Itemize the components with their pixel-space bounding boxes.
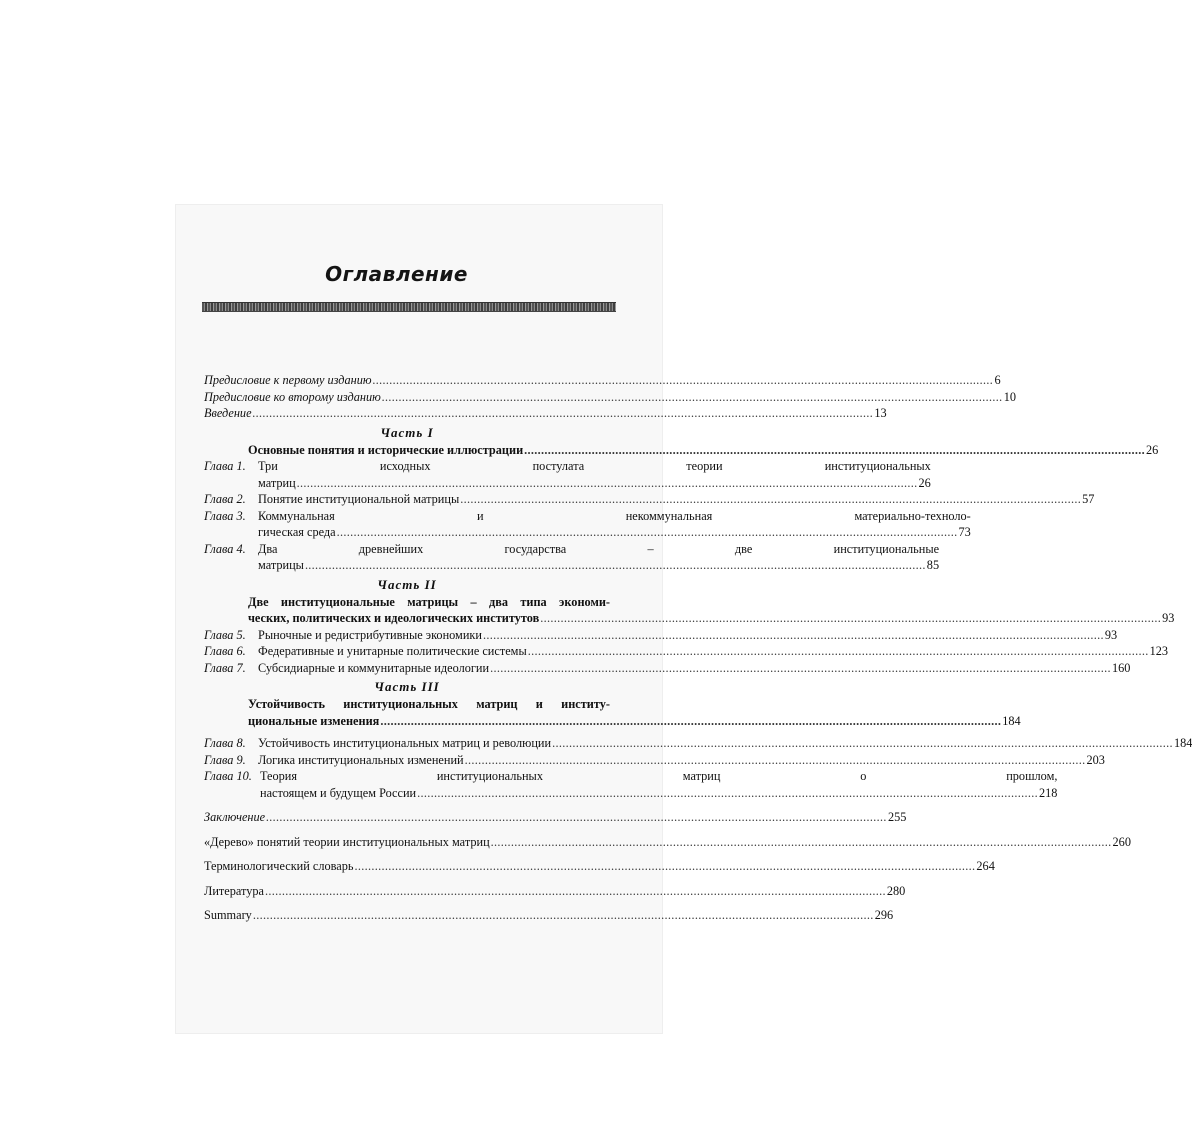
chapter-title-line: Коммунальная и некоммунальная материально-техноло- [258,508,971,523]
chapter-title-line: матрицы [258,558,304,572]
part-heading-3: Часть III [374,679,440,694]
leader-dots [355,858,976,875]
toc-entry-preface-first [204,372,1001,389]
chapter-title-line: Федеративные и унитарные политические системы [258,644,527,658]
leader-dots [253,405,874,422]
title-rule [202,302,616,312]
toc-entry-summary [204,907,894,924]
entry-page: 93 [1104,627,1118,642]
chapter-label: Глава 2. [204,492,246,506]
leader-dots [373,372,994,389]
entry-page: 218 [1039,785,1058,800]
entry-label: Summary [204,908,252,922]
entry-page: 26 [918,475,931,490]
entry-page: 57 [1082,492,1095,506]
subtitle-line: циональные изменения [248,713,380,728]
leader-dots [337,524,958,541]
entry-label: Основные понятия и исторические иллюстрации [248,442,524,457]
leader-dots [491,834,1112,851]
chapter-4 [204,541,940,574]
subtitle-line: ческих, политических и идеологических институтов [248,611,540,625]
leader-dots [382,389,1003,406]
entry-page: 13 [874,406,887,420]
chapter-label: Глава 10. [204,769,252,783]
chapter-2 [204,491,1095,508]
chapter-3 [204,508,971,541]
chapter-title-line: матриц [258,475,296,490]
chapter-title-line: Субсидиарные и коммунитарные идеологии [258,660,490,675]
leader-dots [524,442,1145,459]
part-subtitle-3 [204,696,1021,729]
subtitle-line: Две институциональные матрицы – два типа экономи- [248,594,610,609]
leader-dots [490,660,1111,677]
leader-dots [483,627,1104,644]
chapter-title-line: Три исходных постулата теории институциональных [258,459,931,473]
entry-page: 184 [1002,713,1021,728]
entry-page: 296 [874,908,894,922]
toc-entry-concept-tree [204,834,1131,851]
chapter-label: Глава 8. [204,736,246,750]
subtitle-line: Устойчивость институциональных матриц и институ- [248,697,610,711]
entry-label: Литература [204,883,265,898]
leader-dots [540,610,1161,627]
chapter-title-line: Теория институциональных матриц о прошлом, [260,769,1058,783]
toc-entry-glossary [204,858,995,875]
leader-dots [305,557,926,574]
leader-dots [460,491,1081,508]
chapter-title-line: гическая среда [258,525,336,539]
entry-page: 260 [1112,834,1131,849]
leader-dots [552,735,1173,752]
entry-page: 160 [1111,660,1131,675]
toc-entry-literature [204,883,906,900]
leader-dots [266,809,887,826]
chapter-8 [204,735,1192,752]
toc-entry-preface-second [204,389,1016,406]
leader-dots [417,785,1038,802]
chapter-5 [204,627,1118,644]
entry-label: Предисловие к первому изданию [204,373,372,387]
chapter-title-line: Устойчивость институциональных матриц и революции [258,736,552,750]
chapter-title-line: Логика институциональных изменений [258,752,464,767]
part-subtitle-2 [204,594,1175,627]
entry-page: 93 [1162,611,1175,625]
entry-page: 123 [1149,644,1169,658]
chapter-6 [204,643,1169,660]
entry-label: Введение [204,406,252,420]
leader-dots [297,475,918,492]
part-heading-1: Часть I [380,424,434,440]
chapter-label: Глава 6. [204,644,246,658]
chapter-10 [204,768,1058,801]
table-of-contents [204,372,1192,924]
entry-page: 184 [1173,736,1192,750]
chapter-label: Глава 7. [204,660,246,675]
entry-page: 26 [1146,442,1159,457]
entry-page: 280 [886,883,906,898]
entry-page: 203 [1086,752,1105,767]
chapter-7 [204,660,1131,677]
leader-dots [265,883,886,900]
part-subtitle-1 [204,442,1159,459]
entry-page: 255 [888,810,907,824]
chapter-label: Глава 1. [204,459,246,473]
part-heading-2: Часть II [377,576,437,592]
entry-label: «Дерево» понятий теории институциональных матриц [204,834,490,849]
chapter-title-line: Два древнейших государства – две институциональные [258,541,940,556]
chapter-label: Глава 5. [204,627,246,642]
page-title: Оглавление [325,262,468,286]
entry-page: 73 [958,525,971,539]
entry-page: 264 [976,859,995,873]
chapter-9 [204,752,1105,769]
toc-entry-introduction [204,405,887,422]
entry-label: Предисловие ко второму изданию [204,389,381,404]
entry-page: 6 [994,373,1001,387]
entry-label: Заключение [204,810,266,824]
leader-dots [465,752,1086,769]
chapter-label: Глава 4. [204,541,246,556]
entry-page: 85 [926,558,940,572]
leader-dots [253,907,874,924]
chapter-title-line: Понятие институциональной матрицы [258,492,460,506]
chapter-1 [204,458,931,491]
entry-page: 10 [1003,389,1016,404]
entry-label: Терминологический словарь [204,859,354,873]
chapter-title-line: настоящем и будущем России [260,785,417,800]
chapter-label: Глава 9. [204,752,246,767]
chapter-title-line: Рыночные и редистрибутивные экономики [258,627,482,642]
toc-entry-conclusion [204,809,907,826]
leader-dots [380,713,1001,730]
leader-dots [528,643,1149,660]
chapter-label: Глава 3. [204,508,246,523]
